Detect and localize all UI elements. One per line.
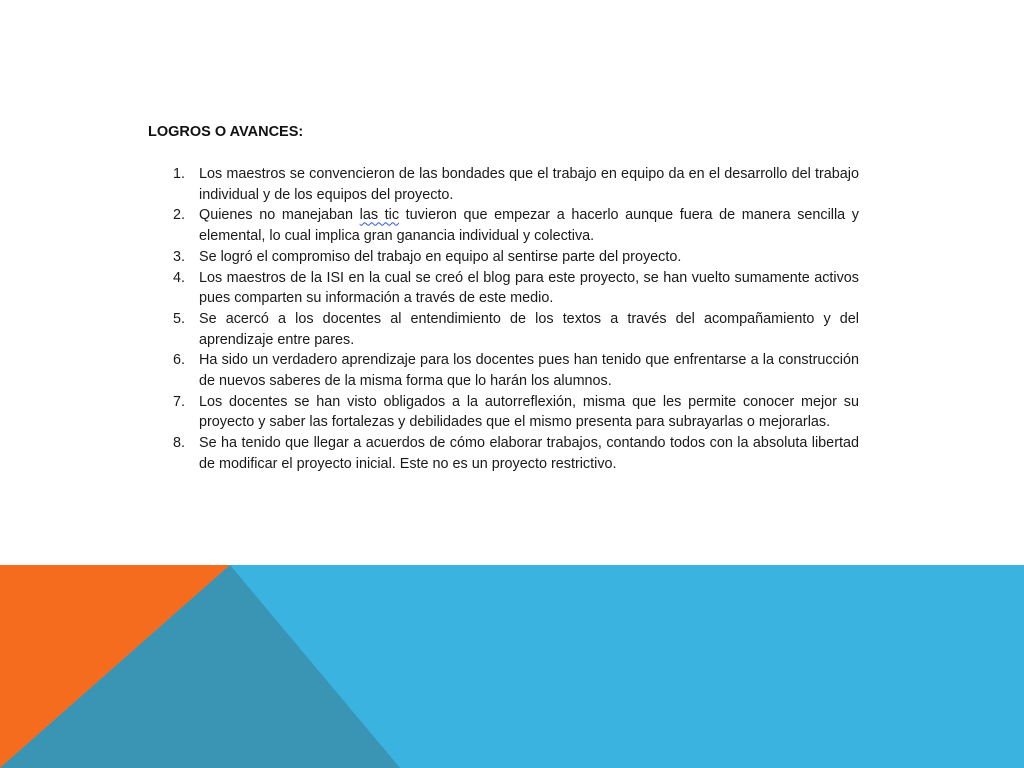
item-text (199, 205, 859, 246)
list-item (148, 164, 859, 205)
item-number: 7. (173, 393, 186, 410)
section-heading: LOGROS O AVANCES: (148, 124, 304, 140)
item-text: Los maestros se convencieron de las bondades que el trabajo en equipo da en el desarrollo del trabajo individual y de los equipos del proyecto. (199, 166, 859, 203)
list-item (148, 268, 859, 309)
list-item (148, 392, 859, 433)
list-item (148, 350, 859, 391)
list-item (148, 247, 859, 268)
item-text: Los docentes se han visto obligados a la autorreflexión, misma que les permite conocer mejor su proyecto y saber las fortalezas y debilidades que el mismo presenta para subrayarlas o mejorarlas. (199, 393, 859, 431)
item-text: Se acercó a los docentes al entendimiento de los textos a través del acompañamiento y del aprendizaje entre pares. (199, 310, 859, 348)
item-number: 3. (173, 248, 186, 265)
item-number: 2. (173, 207, 186, 224)
item-number: 6. (173, 352, 186, 369)
list-item (148, 205, 859, 246)
spellcheck-flagged-word: las tic (359, 207, 400, 224)
item-text: Se logró el compromiso del trabajo en equipo al sentirse parte del proyecto. (199, 248, 682, 265)
item-number: 4. (173, 269, 186, 286)
item-number: 1. (173, 166, 186, 182)
item-text: Se ha tenido que llegar a acuerdos de cómo elaborar trabajos, contando todos con la absoluta libertad de modificar el proyecto inicial. Este no es un proyecto restrictivo. (199, 435, 859, 472)
slide-content (148, 122, 859, 475)
item-number: 8. (173, 435, 186, 452)
achievements-list (148, 164, 859, 475)
item-text-part: Quienes no manejaban (199, 207, 360, 224)
item-text-part: tuvieron que empezar a hacerlo aunque fuera de manera sencilla y elemental, lo cual implica gran ganancia individual y colectiva. (199, 207, 859, 245)
list-item (148, 433, 859, 474)
list-item (148, 309, 859, 350)
decorative-band (0, 565, 1024, 768)
item-text: Los maestros de la ISI en la cual se creó el blog para este proyecto, se han vuelto sumamente activos pues comparten su información a través de este medio. (199, 269, 859, 307)
item-number: 5. (173, 310, 186, 327)
item-text: Ha sido un verdadero aprendizaje para los docentes pues han tenido que enfrentarse a la construcción de nuevos saberes de la misma forma que lo harán los alumnos. (199, 352, 859, 390)
